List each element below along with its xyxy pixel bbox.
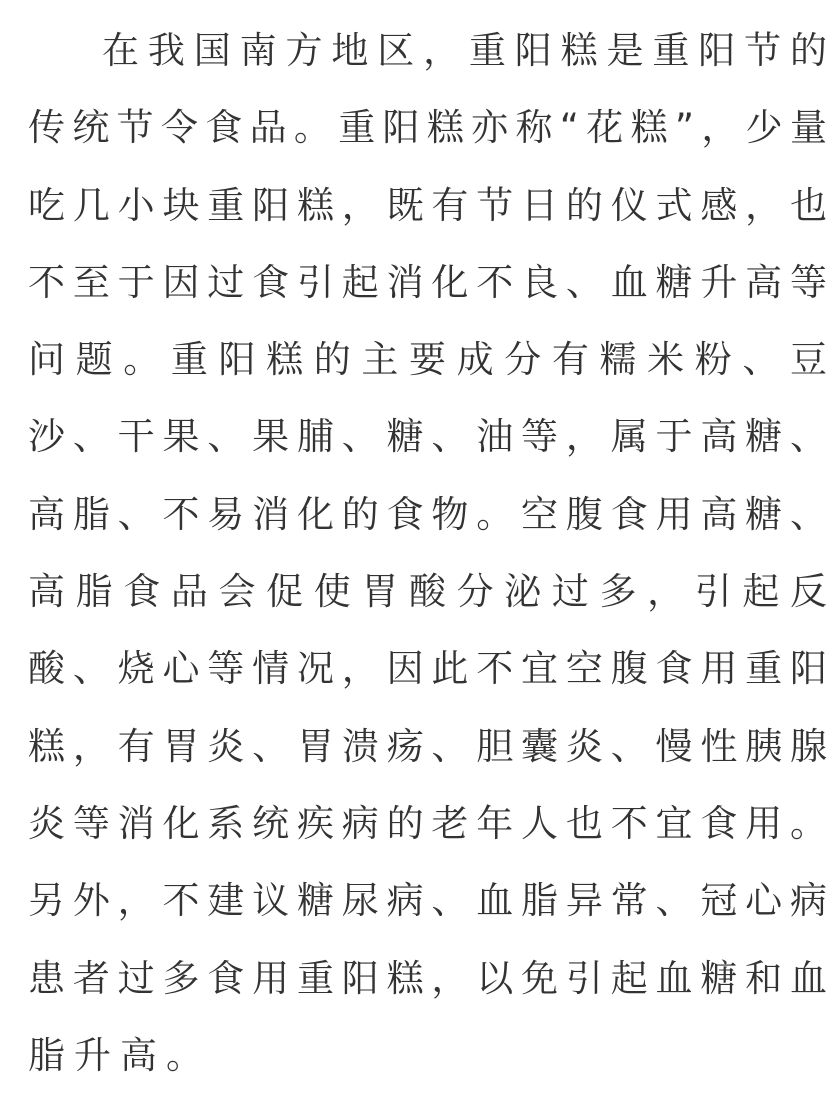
- article-body: [28, 12, 828, 1094]
- paragraph-line: 在我国南方地区，重阳糕是重阳节的: [102, 29, 828, 72]
- paragraph-line: 吃几小块重阳糕，既有节日的仪式感，也: [28, 183, 828, 227]
- paragraph-line: 传统节令食品。重阳糕亦称“花糕”，少量: [28, 106, 828, 150]
- paragraph-line: 高脂、不易消化的食物。空腹食用高糖、: [28, 492, 828, 536]
- paragraph-line: 高脂食品会促使胃酸分泌过多，引起反: [28, 570, 828, 614]
- paragraph-line: 酸、烧心等情况，因此不宜空腹食用重阳: [28, 647, 828, 691]
- paragraph-line: 另外，不建议糖尿病、血脂异常、冠心病: [28, 879, 828, 923]
- paragraph-line: 炎等消化系统疾病的老年人也不宜食用。: [28, 801, 828, 845]
- paragraph-line: 不至于因过食引起消化不良、血糖升高等: [28, 260, 828, 304]
- paragraph-line: 糕，有胃炎、胃溃疡、胆囊炎、慢性胰腺: [28, 724, 828, 768]
- paragraph-line: 患者过多食用重阳糕，以免引起血糖和血: [28, 956, 828, 1000]
- paragraph-line: 沙、干果、果脯、糖、油等，属于高糖、: [28, 415, 828, 459]
- paragraph-line: 脂升高。: [28, 1033, 212, 1077]
- paragraph-line: 问题。重阳糕的主要成分有糯米粉、豆: [28, 338, 828, 382]
